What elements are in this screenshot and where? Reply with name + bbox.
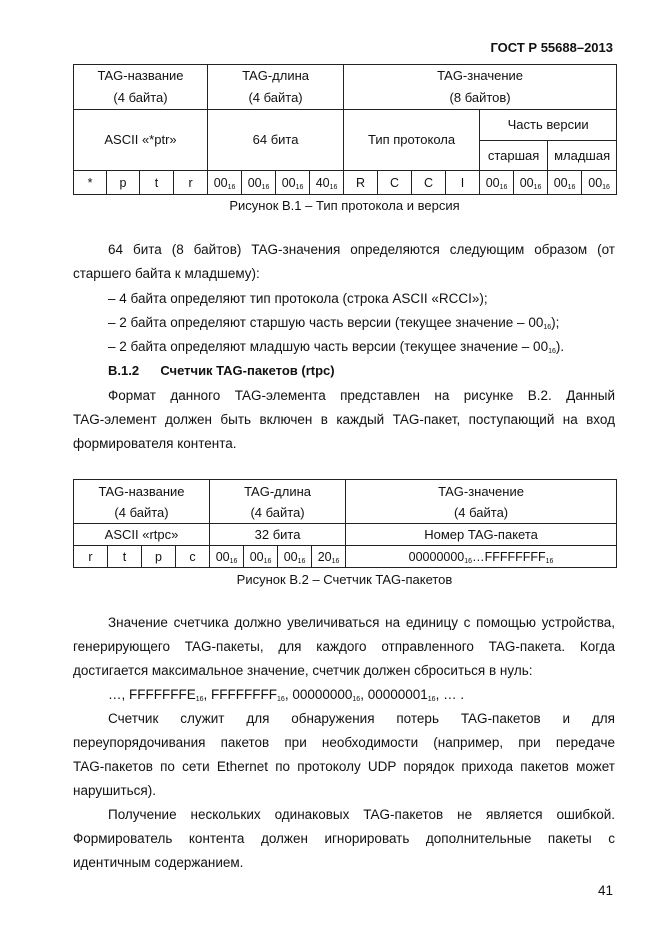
header-tag-value (344, 65, 617, 110)
t1-byte-cell (548, 171, 582, 195)
paragraph-5-line-3: идентичным содержанием. (73, 855, 244, 870)
cell-version-junior: младшая (548, 141, 617, 171)
t1-byte-value: * (87, 175, 93, 190)
t2-range-end: FFFFFFFF (484, 549, 546, 564)
sequence-subscript: 16 (277, 696, 285, 703)
list-item-3-text: – 2 байта определяют младшую часть версии (текущее значение – 00 (108, 339, 549, 354)
paragraph-3-line-3: достигается максимальное значение, счетчик должен сброситься в нуль: (73, 663, 533, 678)
paragraph-4-line-2: переупорядочивания пакетов при необходимости (например, при передаче (73, 735, 615, 750)
header-tag-name-size: (4 байта) (113, 90, 168, 105)
counter-sequence (108, 683, 464, 707)
t2-byte-value: 20 (317, 549, 332, 564)
t2-range-ellipsis: … (472, 549, 485, 564)
paragraph-3-line-1: Значение счетчика должно увеличиваться на единицу с помощью устройства, (108, 615, 615, 630)
cell-version-part: Часть версии (480, 110, 617, 141)
sequence-subscript: 16 (427, 696, 436, 703)
t1-byte-subscript: 16 (227, 183, 236, 191)
t1-byte-cell (480, 171, 514, 195)
t2-header-tag-length-label: TAG-длина (244, 483, 312, 499)
t1-byte-value: 00 (588, 175, 603, 190)
t2-range-end-sub: 16 (545, 557, 554, 565)
t1-byte-value: p (119, 175, 127, 190)
header-tag-value-size: (8 байтов) (449, 90, 511, 105)
list-item-2-text: – 2 байта определяют старшую часть версии (текущее значение – 00 (108, 315, 544, 330)
list-item-2-end: ); (551, 315, 560, 330)
t1-byte-subscript: 16 (261, 183, 270, 191)
t1-byte-cell (242, 171, 276, 195)
t2-range-start: 00000000 (408, 549, 465, 564)
t1-byte-cell (140, 171, 174, 195)
t1-byte-value: 00 (553, 175, 568, 190)
t1-byte-cell (174, 171, 208, 195)
t2-header-tag-name-label: TAG-название (98, 483, 185, 499)
t1-byte-cell (208, 171, 242, 195)
t2-byte-cell (74, 546, 108, 568)
paragraph-5-line-1: Получение нескольких одинаковых TAG-пакетов не является ошибкой. (108, 807, 615, 822)
paragraph-5-line-2: Формирователь контента должен игнорировать дополнительные пакеты с (73, 831, 615, 846)
cell-tag-length-value: 64 бита (208, 110, 344, 171)
list-item-1: – 4 байта определяют тип протокола (строка ASCII «RCCI»); (108, 291, 488, 306)
header-tag-length-label: TAG-длина (242, 68, 310, 83)
t2-byte-value: 00 (283, 549, 298, 564)
page-number: 41 (597, 883, 613, 898)
paragraph-4-line-1: Счетчик служит для обнаружения потерь TAG-пакетов и для (108, 711, 615, 726)
t1-byte-cell (378, 171, 412, 195)
paragraph-2-line-2: TAG-элемент должен быть включен в каждый TAG-пакет, поступающий на вход (73, 412, 615, 427)
t2-byte-value: t (122, 549, 127, 564)
byte-row (74, 171, 617, 195)
t2-cell-tag-name-value: ASCII «rtpc» (74, 524, 210, 546)
t1-byte-value: C (424, 175, 434, 190)
t2-cell-tag-value: Номер TAG-пакета (346, 524, 617, 546)
list-item-3-sub: 16 (548, 348, 556, 355)
t2-byte-cell (108, 546, 142, 568)
cell-protocol-type: Тип протокола (344, 110, 480, 171)
t1-byte-value: t (154, 175, 159, 190)
t2-header-tag-name-size: (4 байта) (114, 504, 169, 520)
section-title: Счетчик TAG-пакетов (rtpc) (160, 363, 335, 378)
list-item-3 (108, 335, 564, 359)
cell-tag-name-value: ASCII «*ptr» (74, 110, 208, 171)
t1-byte-cell (514, 171, 548, 195)
sequence-value: , 00000001 (360, 687, 428, 702)
t2-byte-cell (278, 546, 312, 568)
t1-byte-subscript: 16 (567, 183, 576, 191)
t1-byte-value: 00 (519, 175, 534, 190)
t1-byte-value: 00 (281, 175, 296, 190)
t1-byte-value: 40 (315, 175, 330, 190)
t2-header-tag-value-label: TAG-значение (438, 483, 524, 499)
header-tag-length (208, 65, 344, 110)
tag-structure-table-2 (73, 479, 617, 568)
paragraph-4-line-4: нарушиться). (73, 783, 156, 798)
t2-byte-value: r (88, 549, 93, 564)
document-code: ГОСТ Р 55688–2013 (490, 40, 613, 55)
t1-byte-subscript: 16 (499, 183, 508, 191)
t1-byte-cell (412, 171, 446, 195)
cell-version-senior: старшая (480, 141, 548, 171)
t2-cell-tag-length-value: 32 бита (210, 524, 346, 546)
t1-byte-cell (107, 171, 140, 195)
list-item-3-end: ). (555, 339, 565, 354)
t2-range-cell (346, 546, 617, 568)
t1-byte-value: 00 (247, 175, 262, 190)
figure-caption-2: Рисунок В.2 – Счетчик TAG-пакетов (236, 572, 453, 587)
paragraph-2-line-1: Формат данного TAG-элемента представлен на рисунке В.2. Данный (108, 388, 615, 403)
header-tag-name (74, 65, 208, 110)
header-tag-length-size: (4 байта) (248, 90, 303, 105)
t2-header-tag-value-size: (4 байта) (453, 504, 509, 520)
t1-byte-value: C (390, 175, 400, 190)
t1-byte-subscript: 16 (533, 183, 542, 191)
t2-byte-subscript: 16 (297, 557, 306, 565)
t1-byte-cell (310, 171, 344, 195)
list-item-2-sub: 16 (543, 324, 552, 331)
t1-byte-cell (74, 171, 107, 195)
t2-byte-cell (142, 546, 176, 568)
tag-structure-table-1 (73, 64, 617, 195)
t2-byte-subscript: 16 (229, 557, 238, 565)
t2-header-tag-name (74, 480, 210, 524)
t2-byte-cell (244, 546, 278, 568)
sequence-subscript: 16 (352, 696, 361, 703)
t1-byte-value: 00 (213, 175, 228, 190)
t2-byte-cell (312, 546, 346, 568)
t2-byte-cell (176, 546, 210, 568)
list-item-2 (108, 311, 559, 335)
t2-header-tag-length (210, 480, 346, 524)
t1-byte-subscript: 16 (295, 183, 304, 191)
t1-byte-cell (344, 171, 378, 195)
sequence-value: …, FFFFFFFE (108, 687, 196, 702)
t2-byte-subscript: 16 (331, 557, 340, 565)
t1-byte-value: 00 (485, 175, 500, 190)
t1-byte-cell (276, 171, 310, 195)
paragraph-3-line-2: генерирующего TAG-пакеты, для каждого отправленного TAG-пакета. Когда (73, 639, 615, 654)
t2-range-start-sub: 16 (464, 557, 473, 565)
t2-byte-value: c (189, 549, 196, 564)
section-number: В.1.2 (108, 363, 140, 378)
t2-byte-value: 00 (249, 549, 264, 564)
t2-byte-row (74, 546, 617, 568)
t1-byte-subscript: 16 (329, 183, 338, 191)
t1-byte-cell (582, 171, 617, 195)
sequence-value: , … . (435, 687, 465, 702)
t2-byte-subscript: 16 (263, 557, 272, 565)
paragraph-4-line-3: TAG-пакетов по сети Ethernet по протоколу UDP порядок прихода пакетов может (73, 759, 615, 774)
header-tag-name-label: TAG-название (97, 68, 184, 83)
section-heading (108, 363, 335, 378)
t1-byte-value: I (460, 175, 465, 190)
t1-byte-value: r (188, 175, 193, 190)
header-tag-value-label: TAG-значение (437, 68, 524, 83)
t2-byte-value: p (155, 549, 162, 564)
t1-byte-subscript: 16 (602, 183, 610, 191)
sequence-value: , FFFFFFFF (203, 687, 278, 702)
t1-byte-cell (446, 171, 480, 195)
sequence-subscript: 16 (195, 696, 204, 703)
t2-header-tag-value (346, 480, 617, 524)
sequence-value: , 00000000 (284, 687, 353, 702)
t1-byte-value: R (356, 175, 366, 190)
t2-byte-value: 00 (215, 549, 230, 564)
paragraph-1-line-1: 64 бита (8 байтов) TAG-значения определяются следующим образом (от (108, 242, 615, 257)
t2-byte-cell (210, 546, 244, 568)
paragraph-2-line-3: формирователя контента. (73, 436, 237, 451)
figure-caption-1: Рисунок В.1 – Тип протокола и версия (229, 198, 460, 213)
paragraph-1-line-2: старшего байта к младшему): (73, 266, 260, 281)
t2-header-tag-length-size: (4 байта) (250, 504, 305, 520)
